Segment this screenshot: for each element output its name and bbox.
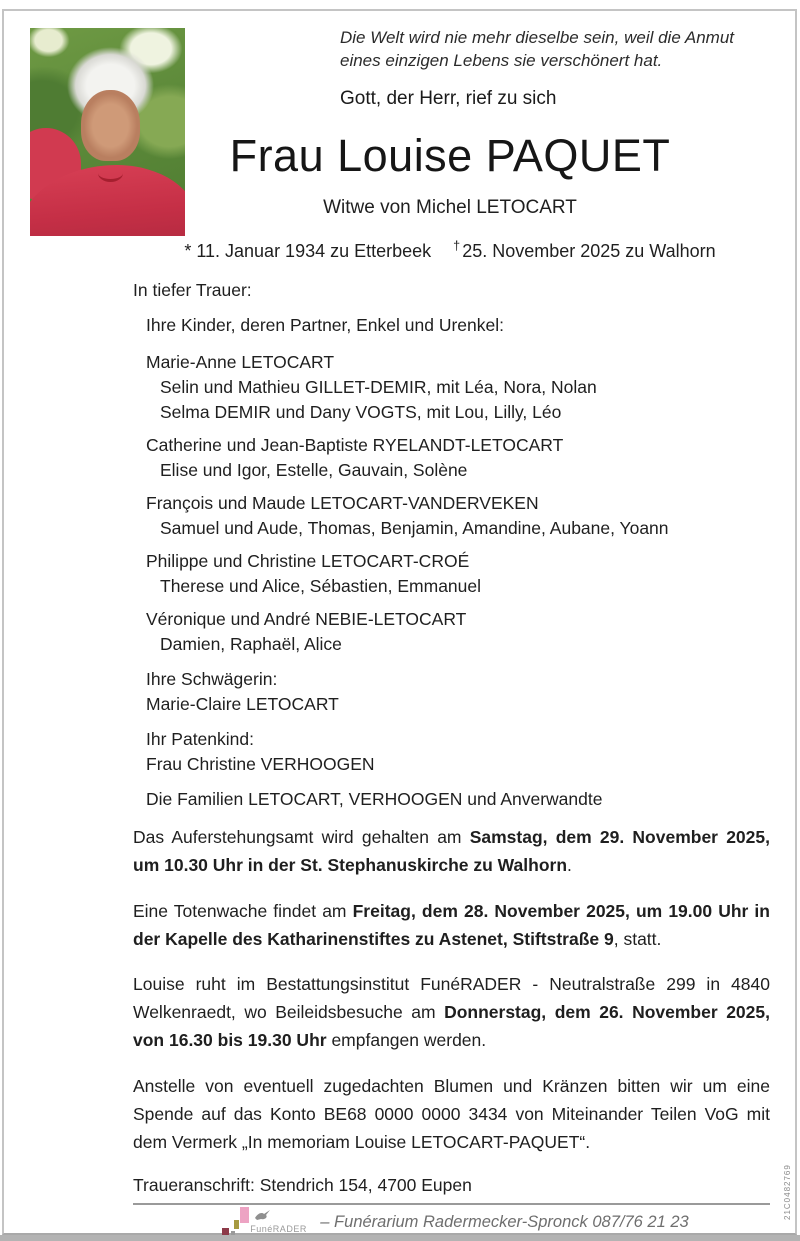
paragraph-text: Das Auferstehungsamt wird gehalten am [133, 827, 470, 847]
service-paragraph [133, 823, 770, 879]
family-head: Philippe und Christine LETOCART-CROÉ [146, 551, 470, 571]
funeral-home-line: – Funérarium Radermecker-Spronck 087/76 21 23 [320, 1212, 689, 1231]
paragraph-text: . [567, 855, 572, 875]
sister-in-law-header: Ihre Schwägerin: [146, 669, 278, 689]
godchild-name: Frau Christine VERHOOGEN [146, 754, 375, 774]
family-group [133, 549, 770, 599]
family-line: Damien, Raphaël, Alice [160, 634, 342, 654]
logo-darkred-square [222, 1228, 229, 1235]
footer [133, 1206, 770, 1238]
quote-line-1: Die Welt wird nie mehr dieselbe sein, weil die Anmut [340, 28, 735, 47]
paragraph-bold-text: Freitag, dem 28. November 2025, um 19.00 Uhr in der Kapelle des Katharinenstiftes zu Astenet, Stiftstraße 9 [133, 900, 770, 949]
family-group [133, 491, 770, 541]
family-group [133, 350, 770, 425]
family-line: Samuel und Aude, Thomas, Benjamin, Amandine, Aubane, Yoann [160, 518, 669, 538]
logo-pink-bar [240, 1207, 249, 1223]
family-line: Selma DEMIR und Dany VOGTS, mit Lou, Lilly, Léo [160, 402, 562, 422]
scan-bottom-edge [0, 1235, 800, 1241]
family-group [133, 433, 770, 483]
logo-olive-square [234, 1220, 239, 1229]
family-head: Véronique und André NEBIE-LETOCART [146, 609, 467, 629]
dove-icon [254, 1209, 272, 1222]
mourning-address: Traueranschrift: Stendrich 154, 4700 Eupen [133, 1175, 472, 1195]
quote-line-2: eines einzigen Lebens sie verschönert hat. [340, 51, 663, 70]
repose-paragraph [133, 970, 770, 1054]
donation-paragraph [133, 1072, 770, 1156]
widow-subtitle: Witwe von Michel LETOCART [323, 197, 577, 218]
death-date: 25. November 2025 zu Walhorn [462, 241, 716, 261]
family-group [133, 607, 770, 657]
call-line: Gott, der Herr, rief zu sich [340, 88, 557, 109]
mourning-header: In tiefer Trauer: [133, 280, 252, 300]
print-reference-code: 21C0482769 [783, 1164, 792, 1220]
memorial-quote [340, 26, 770, 72]
children-header: Ihre Kinder, deren Partner, Enkel und Urenkel: [146, 315, 504, 335]
footer-divider [133, 1203, 770, 1205]
paragraph-bold-text: Donnerstag, dem 26. November 2025, von 16.30 bis 19.30 Uhr [133, 1002, 770, 1050]
mourning-section [133, 278, 770, 1198]
family-line: Elise und Igor, Estelle, Gauvain, Solène [160, 460, 468, 480]
birth-date: * 11. Januar 1934 zu Etterbeek [184, 241, 432, 261]
paragraph-text: Eine Totenwache findet am [133, 900, 353, 921]
deceased-name: Frau Louise PAQUET [229, 130, 671, 181]
paragraph-text: Anstelle von eventuell zugedachten Blumen und Kränzen bitten wir um eine Spende auf das Konto BE68 0000 0000 3434 von Miteinander Teilen VoG mit dem Vermerk „In memoriam Louise LETOCART-PAQUET“. [133, 1075, 770, 1152]
paragraph-text: , statt. [613, 928, 662, 949]
family-head: François und Maude LETOCART-VANDERVEKEN [146, 493, 539, 513]
logo-label: FunéRADER [250, 1224, 307, 1234]
wake-paragraph [133, 897, 770, 953]
paragraph-text: Louise ruht im Bestattungsinstitut FunéRADER - Neutralstraße 299 in 4840 Welkenraedt, wo Beileidsbesuche am [133, 974, 770, 1022]
dagger-symbol: † [453, 239, 461, 253]
sister-in-law-name: Marie-Claire LETOCART [146, 694, 339, 714]
families-closing: Die Familien LETOCART, VERHOOGEN und Anverwandte [146, 789, 603, 809]
family-line: Selin und Mathieu GILLET-DEMIR, mit Léa, Nora, Nolan [160, 377, 597, 397]
family-head: Catherine und Jean-Baptiste RYELANDT-LETOCART [146, 435, 564, 455]
funerader-logo [214, 1206, 306, 1238]
family-head: Marie-Anne LETOCART [146, 352, 335, 372]
family-line: Therese und Alice, Sébastien, Emmanuel [160, 576, 482, 596]
paragraph-bold-text: Samstag, dem 29. November 2025, um 10.30 Uhr in der St. Stephanuskirche zu Walhorn [133, 827, 770, 875]
birth-death-dates [105, 239, 795, 262]
paragraph-text: empfangen werden. [326, 1030, 487, 1050]
godchild-header: Ihr Patenkind: [146, 729, 254, 749]
